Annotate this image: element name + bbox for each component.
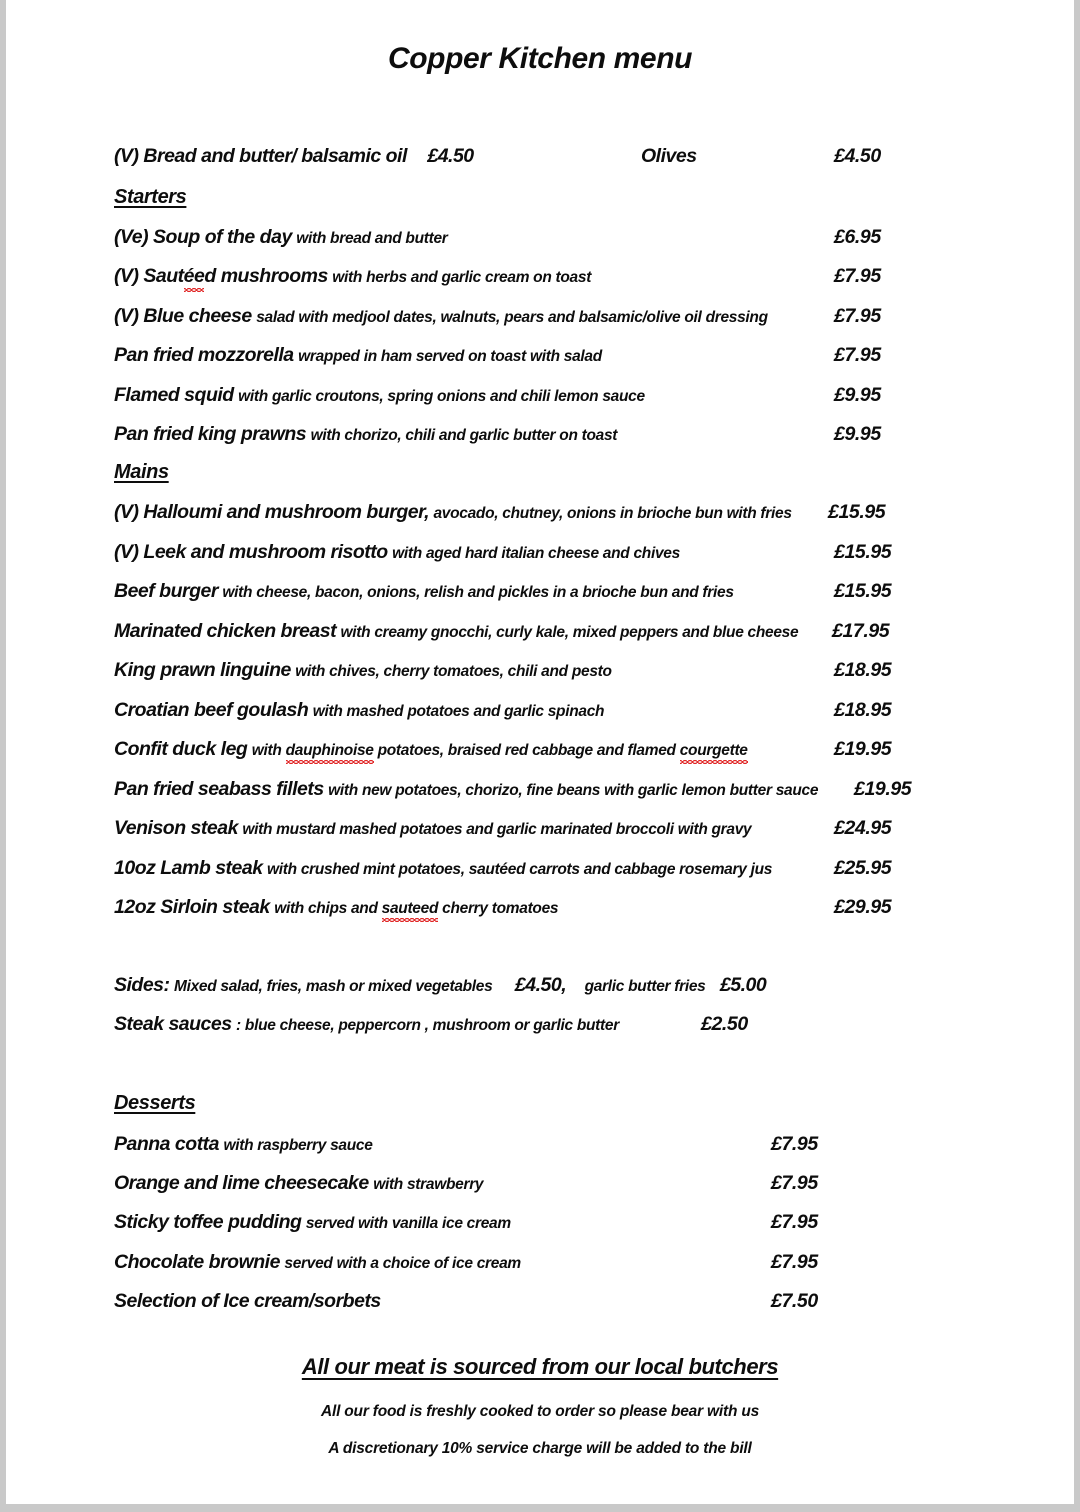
menu-content	[6, 0, 1074, 1504]
item-name: Olives	[641, 145, 697, 167]
item-desc-misspelled-courgette: courgette	[679, 742, 748, 759]
menu-item-croatian-beef-goulash	[114, 699, 604, 722]
item-price: £7.95	[771, 1251, 818, 1273]
item-desc: with chorizo, chili and garlic butter on toast	[310, 427, 618, 444]
sides-extra-desc: garlic butter fries	[584, 978, 706, 995]
item-name: Confit duck leg	[114, 738, 248, 760]
item-price: £24.95	[834, 817, 892, 839]
item-name-pre: (V) Saut	[114, 265, 184, 287]
menu-item-pan-fried-king-prawns	[114, 423, 617, 446]
item-name: Pan fried king prawns	[114, 423, 307, 445]
item-desc: with mashed potatoes and garlic spinach	[312, 703, 605, 720]
section-heading-desserts: Desserts	[114, 1092, 196, 1114]
item-price: £4.50	[427, 145, 474, 167]
item-name: (V) Leek and mushroom risotto	[114, 541, 388, 563]
menu-page	[6, 0, 1074, 1504]
item-price: £7.95	[834, 305, 881, 327]
item-price: £7.95	[834, 265, 881, 287]
steak-sauces-price: £2.50	[701, 1013, 748, 1035]
sides-desc: Mixed salad, fries, mash or mixed vegetables	[173, 978, 493, 995]
menu-item-beef-burger	[114, 580, 734, 603]
menu-item-ice-cream-sorbets	[114, 1290, 381, 1313]
menu-item-pan-fried-seabass	[114, 778, 818, 801]
item-desc-a: with	[251, 742, 286, 759]
sides-price: £4.50,	[514, 974, 567, 996]
menu-item-soup-of-the-day	[114, 226, 448, 249]
item-desc-b: potatoes, braised red cabbage and flamed	[373, 742, 680, 759]
menu-item-confit-duck-leg	[114, 738, 748, 761]
item-desc: served with vanilla ice cream	[305, 1215, 511, 1232]
menu-item-pan-fried-mozzorella	[114, 344, 602, 367]
item-price: £6.95	[834, 226, 881, 248]
menu-item-venison-steak	[114, 817, 751, 840]
menu-item-halloumi-burger	[114, 501, 792, 524]
menu-item-orange-lime-cheesecake	[114, 1172, 483, 1195]
item-name: 10oz Lamb steak	[114, 857, 263, 879]
menu-item-flamed-squid	[114, 384, 645, 407]
menu-item-sticky-toffee-pudding	[114, 1211, 511, 1234]
item-desc: with bread and butter	[296, 230, 448, 247]
item-price: £7.95	[771, 1133, 818, 1155]
menu-item-sauteed-mushrooms	[114, 265, 591, 288]
footer-headline: All our meat is sourced from our local butchers	[301, 1354, 779, 1379]
item-price: £9.95	[834, 384, 881, 406]
menu-item-olives	[641, 145, 697, 168]
page-title: Copper Kitchen menu	[387, 42, 693, 75]
item-price: £7.95	[834, 344, 881, 366]
item-desc: with cheese, bacon, onions, relish and pickles in a brioche bun and fries	[222, 584, 734, 601]
item-name: Beef burger	[114, 580, 218, 602]
item-desc-misspelled-sauteed: sauteed	[381, 900, 439, 917]
item-desc: with creamy gnocchi, curly kale, mixed peppers and blue cheese	[340, 624, 799, 641]
item-name: (Ve) Soup of the day	[114, 226, 292, 248]
menu-item-bread-and-butter	[114, 145, 474, 168]
menu-item-sides	[114, 974, 766, 997]
item-name: Sticky toffee pudding	[114, 1211, 302, 1233]
item-name: Chocolate brownie	[114, 1251, 280, 1273]
item-desc: with crushed mint potatoes, sautéed carrots and cabbage rosemary jus	[267, 861, 773, 878]
section-heading-mains: Mains	[114, 461, 169, 483]
menu-item-sirloin-steak	[114, 896, 558, 919]
steak-sauces-label: Steak sauces	[114, 1013, 232, 1035]
item-desc: wrapped in ham served on toast with salad	[298, 348, 602, 365]
item-price: £7.50	[771, 1290, 818, 1312]
item-name: Selection of Ice cream/sorbets	[114, 1290, 381, 1312]
item-name: (V) Halloumi and mushroom burger,	[114, 501, 430, 523]
menu-item-marinated-chicken-breast	[114, 620, 798, 643]
item-name: 12oz Sirloin steak	[114, 896, 270, 918]
item-price: £18.95	[834, 659, 892, 681]
item-desc: served with a choice of ice cream	[284, 1255, 521, 1272]
footer-line-2: A discretionary 10% service charge will be added to the bill	[328, 1440, 752, 1457]
menu-item-lamb-steak	[114, 857, 772, 880]
item-name-post: d mushrooms	[204, 265, 328, 287]
menu-item-blue-cheese	[114, 305, 768, 328]
item-desc: with garlic croutons, spring onions and chili lemon sauce	[238, 388, 645, 405]
item-name: Pan fried mozzorella	[114, 344, 294, 366]
item-desc: with herbs and garlic cream on toast	[332, 269, 592, 286]
item-name: King prawn linguine	[114, 659, 291, 681]
item-desc-b: cherry tomatoes	[438, 900, 559, 917]
item-desc: with raspberry sauce	[223, 1137, 373, 1154]
item-desc-a: with chips and	[274, 900, 382, 917]
section-heading-starters: Starters	[114, 186, 187, 208]
menu-item-leek-mushroom-risotto	[114, 541, 680, 564]
item-price: £15.95	[834, 580, 892, 602]
item-name: Orange and lime cheesecake	[114, 1172, 369, 1194]
item-price: £17.95	[832, 620, 890, 642]
sides-extra-price: £5.00	[719, 974, 767, 996]
item-name: Panna cotta	[114, 1133, 220, 1155]
item-name: (V) Blue cheese	[114, 305, 252, 327]
item-desc: avocado, chutney, onions in brioche bun with fries	[433, 505, 792, 522]
item-name: Marinated chicken breast	[114, 620, 337, 642]
menu-item-olives-price: £4.50	[834, 145, 881, 167]
item-price: £19.95	[834, 738, 892, 760]
item-price: £29.95	[834, 896, 892, 918]
item-desc: with aged hard italian cheese and chives	[392, 545, 680, 562]
item-name: Pan fried seabass fillets	[114, 778, 324, 800]
item-desc: with strawberry	[373, 1176, 484, 1193]
item-desc: with chives, cherry tomatoes, chili and pesto	[295, 663, 612, 680]
menu-item-chocolate-brownie	[114, 1251, 521, 1274]
item-name: Croatian beef goulash	[114, 699, 309, 721]
item-price: £9.95	[834, 423, 881, 445]
footer-line-1: All our food is freshly cooked to order so please bear with us	[320, 1403, 760, 1420]
item-price: £19.95	[854, 778, 912, 800]
item-desc-misspelled-dauphinoise: dauphinoise	[285, 742, 374, 759]
item-desc: salad with medjool dates, walnuts, pears and balsamic/olive oil dressing	[256, 309, 768, 326]
item-desc: with mustard mashed potatoes and garlic marinated broccoli with gravy	[242, 821, 752, 838]
item-price: £7.95	[771, 1172, 818, 1194]
item-price: £25.95	[834, 857, 892, 879]
item-desc: with new potatoes, chorizo, fine beans with garlic lemon butter sauce	[328, 782, 819, 799]
steak-sauces-desc: : blue cheese, peppercorn , mushroom or garlic butter	[236, 1017, 619, 1034]
item-price: £18.95	[834, 699, 892, 721]
menu-item-king-prawn-linguine	[114, 659, 612, 682]
sides-label: Sides:	[114, 974, 170, 996]
item-name: Venison steak	[114, 817, 238, 839]
item-name: (V) Bread and butter/ balsamic oil	[114, 145, 407, 167]
item-price: £15.95	[834, 541, 892, 563]
menu-item-panna-cotta	[114, 1133, 373, 1156]
item-name: Flamed squid	[114, 384, 234, 406]
menu-item-steak-sauces	[114, 1013, 619, 1036]
item-name-misspelled: ée	[183, 265, 205, 287]
item-price: £15.95	[828, 501, 886, 523]
item-price: £7.95	[771, 1211, 818, 1233]
